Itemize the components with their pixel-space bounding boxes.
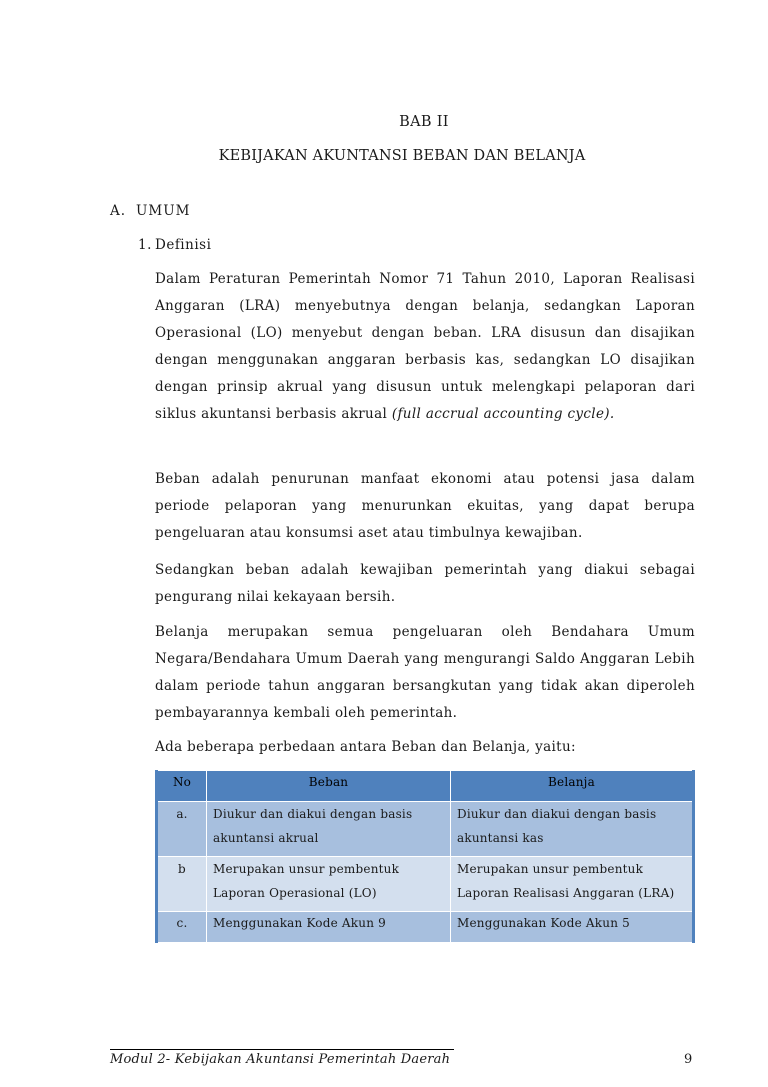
footer-divider <box>110 1049 454 1050</box>
comparison-table <box>155 770 695 943</box>
cell-no: b <box>157 857 207 912</box>
cell-no: a. <box>157 802 207 857</box>
footer-module-title: Modul 2- Kebijakan Akuntansi Pemerintah Daerah <box>110 1052 451 1067</box>
cell-belanja: Merupakan unsur pembentuk Laporan Realisasi Anggaran (LRA) <box>451 857 694 912</box>
section-heading <box>110 203 190 219</box>
table-row <box>157 802 694 857</box>
cell-beban: Menggunakan Kode Akun 9 <box>207 912 451 943</box>
subsection-number: 1. <box>138 237 152 253</box>
section-title: UMUM <box>136 203 191 219</box>
paragraph-definition-italic: (full accrual accounting cycle). <box>391 406 615 422</box>
page-number: 9 <box>684 1052 693 1067</box>
paragraph-definition <box>155 266 695 428</box>
header-beban: Beban <box>207 771 451 802</box>
table-row <box>157 912 694 943</box>
section-letter: A. <box>110 203 127 219</box>
paragraph-belanja: Belanja merupakan semua pengeluaran oleh Bendahara Umum Negara/Bendahara Umum Daerah yang mengurangi Saldo Anggaran Lebih dalam periode tahun anggaran bersangkutan yang tidak akan diperoleh pembayarannya kembali oleh pemerintah. <box>155 624 695 721</box>
subsection-title: Definisi <box>155 237 212 253</box>
cell-beban: Merupakan unsur pembentuk Laporan Operasional (LO) <box>207 857 451 912</box>
table-row <box>157 857 694 912</box>
chapter-title: KEBIJAKAN AKUNTANSI BEBAN DAN BELANJA <box>218 148 586 164</box>
cell-belanja: Diukur dan diakui dengan basis akuntansi kas <box>451 802 694 857</box>
cell-no: c. <box>157 912 207 943</box>
paragraph-beban-kewajiban: Sedangkan beban adalah kewajiban pemerintah yang diakui sebagai pengurang nilai kekayaan bersih. <box>155 562 695 605</box>
table-header-row <box>157 771 694 802</box>
header-belanja: Belanja <box>451 771 694 802</box>
paragraph-beban: Beban adalah penurunan manfaat ekonomi atau potensi jasa dalam periode pelaporan yang menurunkan ekuitas, yang dapat berupa pengeluaran atau konsumsi aset atau timbulnya kewajiban. <box>155 471 695 541</box>
paragraph-table-intro: Ada beberapa perbedaan antara Beban dan Belanja, yaitu: <box>155 739 576 755</box>
subsection-heading <box>138 237 211 253</box>
paragraph-definition-text: Dalam Peraturan Pemerintah Nomor 71 Tahun 2010, Laporan Realisasi Anggaran (LRA) menyebutnya dengan belanja, sedangkan Laporan Operasional (LO) menyebut dengan beban. LRA disusun dan disajikan dengan menggunakan anggaran berbasis kas, sedangkan LO disajikan dengan prinsip akrual yang disusun untuk melengkapi pelaporan dari siklus akuntansi berbasis akrual <box>155 271 695 422</box>
chapter-number: BAB II <box>399 114 449 130</box>
header-no: No <box>157 771 207 802</box>
cell-belanja: Menggunakan Kode Akun 5 <box>451 912 694 943</box>
cell-beban: Diukur dan diakui dengan basis akuntansi akrual <box>207 802 451 857</box>
